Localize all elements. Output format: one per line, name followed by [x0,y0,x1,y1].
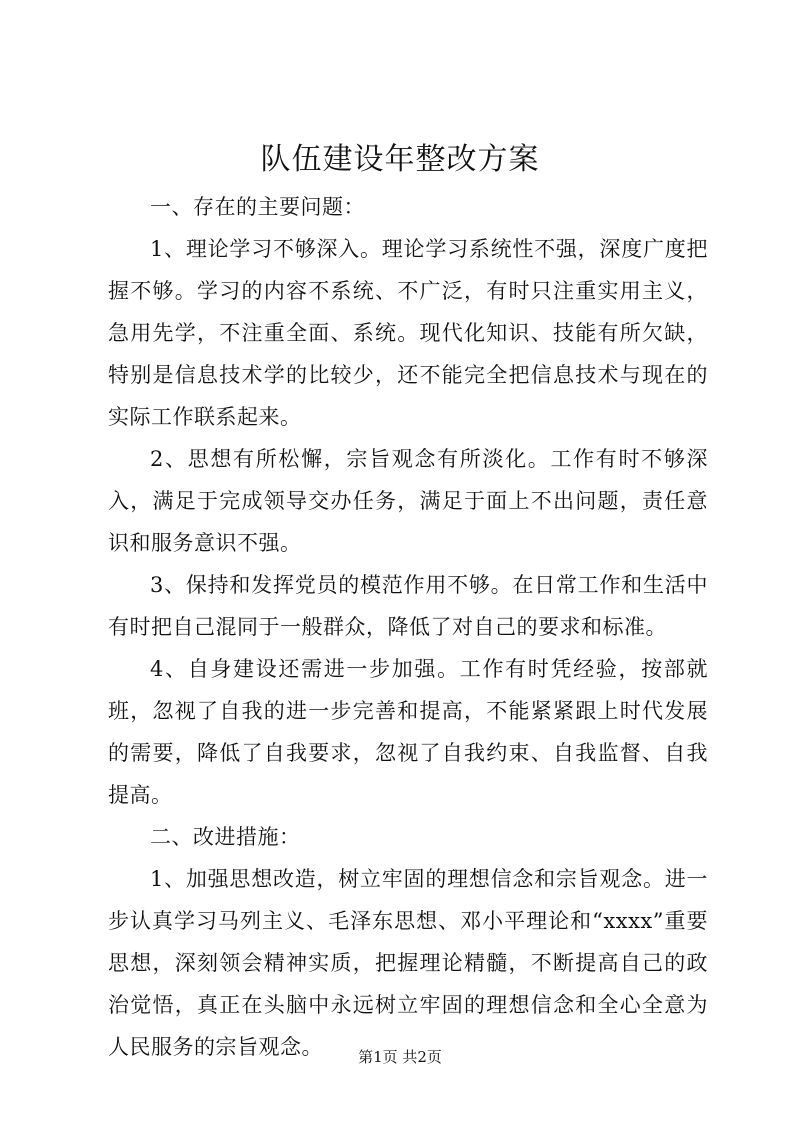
document-title: 队伍建设年整改方案 [260,142,540,177]
section-heading-measures: 二、改进措施： [150,825,301,849]
problem-paragraph-4: 4、自身建设还需进一步加强。工作有时凭经验，按部就班，忽视了自我的进一步完善和提高，不能紧紧跟上时代发展的需要，降低了自我要求，忽视了自我约束、自我监督、自我提高。 [108,657,708,807]
section-heading-problems: 一、存在的主要问题： [150,195,365,219]
problem-paragraph-3: 3、保持和发挥党员的模范作用不够。在日常工作和生活中有时把自己混同于一般群众，降低了对自己的要求和标准。 [108,573,708,639]
page-number-footer: 第1页 共2页 [358,1048,442,1066]
problem-paragraph-2: 2、思想有所松懈，宗旨观念有所淡化。工作有时不够深入，满足于完成领导交办任务，满足于面上不出问题，责任意识和服务意识不强。 [108,447,708,555]
document-body [108,186,708,1068]
problem-paragraph-1: 1、理论学习不够深入。理论学习系统性不强，深度广度把握不够。学习的内容不系统、不广泛，有时只注重实用主义，急用先学，不注重全面、系统。现代化知识、技能有所欠缺，特别是信息技术学的比较少，还不能完全把信息技术与现在的实际工作联系起来。 [108,237,708,429]
measure-paragraph-1: 1、加强思想改造，树立牢固的理想信念和宗旨观念。进一步认真学习马列主义、毛泽东思想、邓小平理论和“xxxx”重要思想，深刻领会精神实质，把握理论精髓，不断提高自己的政治觉悟，真正在头脑中永远树立牢固的理想信念和全心全意为人民服务的宗旨观念。 [108,867,708,1059]
